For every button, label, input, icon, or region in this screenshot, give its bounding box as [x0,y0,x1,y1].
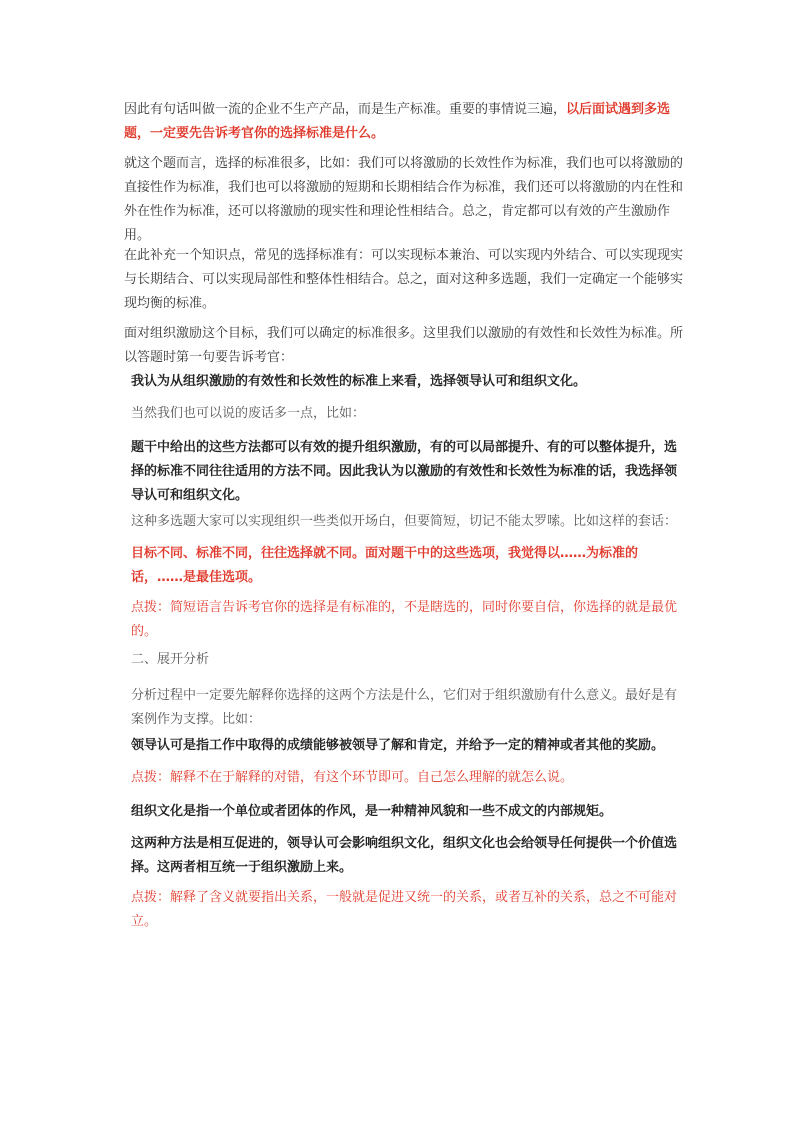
intro-text: 因此有句话叫做一流的企业不生产产品，而是生产标准。重要的事情说三遍， [124,102,567,117]
relationship-statement: 这两种方法是相互促进的，领导认可会影响组织文化，组织文化也会给领导任何提供一个价值选择。这两者相互统一于组织激励上来。 [131,836,678,875]
answer-sentence: 我认为从组织激励的有效性和长效性的标准上来看，选择领导认可和组织文化。 [131,374,587,389]
paragraph-analysis: 分析过程中一定要先解释你选择的这两个方法是什么，它们对于组织激励有什么意义。最好是有案例作为支撑。比如： [131,688,678,727]
paragraph-filler: 当然我们也可以说的废话多一点，比如： [131,406,366,421]
intro-emphasis: 以后面试遇到多选题，一定要先告诉考官你的选择标准是什么。 [124,102,671,141]
tip-one: 点拨：简短语言告诉考官你的选择是有标准的，不是瞎选的，同时你要自信，你选择的就是最优的。 [131,600,678,639]
paragraph-standards: 就这个题而言，选择的标准很多，比如：我们可以将激励的长效性作为标准，我们也可以将激励的直接性作为标准，我们也可以将激励的短期和长期相结合作为标准，我们还可以将激励的内在性和外在性作为标准，还可以将激励的现实性和理论性相结合。总之，肯定都可以有效的产生激励作用。 [124,156,684,243]
paragraph-knowledge: 在此补充一个知识点，常见的选择标准有：可以实现标本兼治、可以实现内外结合、可以实现现实与长期结合、可以实现局部性和整体性相结合。总之，面对这种多选题，我们一定确定一个能够实现均衡的标准。 [124,248,684,311]
tip-three: 点拨：解释了含义就要指出关系，一般就是促进又统一的关系，或者互补的关系，总之不可能对立。 [131,890,678,929]
definition-recognition: 领导认可是指工作中取得的成绩能够被领导了解和肯定，并给予一定的精神或者其他的奖励。 [131,738,665,753]
template-phrase: 目标不同、标准不同，往往选择就不同。面对题干中的这些选项，我觉得以……为标准的话，……是最佳选项。 [131,546,639,585]
paragraph-intro [124,98,684,146]
section-heading: 二、展开分析 [131,652,210,667]
paragraph-opening: 这种多选题大家可以实现组织一些类似开场白，但要简短，切记不能太罗嗦。比如这样的套话： [131,514,678,529]
answer-example: 题干中给出的这些方法都可以有效的提升组织激励，有的可以局部提升、有的可以整体提升，选择的标准不同往往适用的方法不同。因此我认为以激励的有效性和长效性为标准的话，我选择领导认可和组织文化。 [131,440,678,503]
paragraph-goal: 面对组织激励这个目标，我们可以确定的标准很多。这里我们以激励的有效性和长效性为标准。所以答题时第一句要告诉考官： [124,326,684,365]
definition-culture: 组织文化是指一个单位或者团体的作风，是一种精神风貌和一些不成文的内部规矩。 [131,804,613,819]
tip-two: 点拨：解释不在于解释的对错，有这个环节即可。自己怎么理解的就怎么说。 [131,770,574,785]
